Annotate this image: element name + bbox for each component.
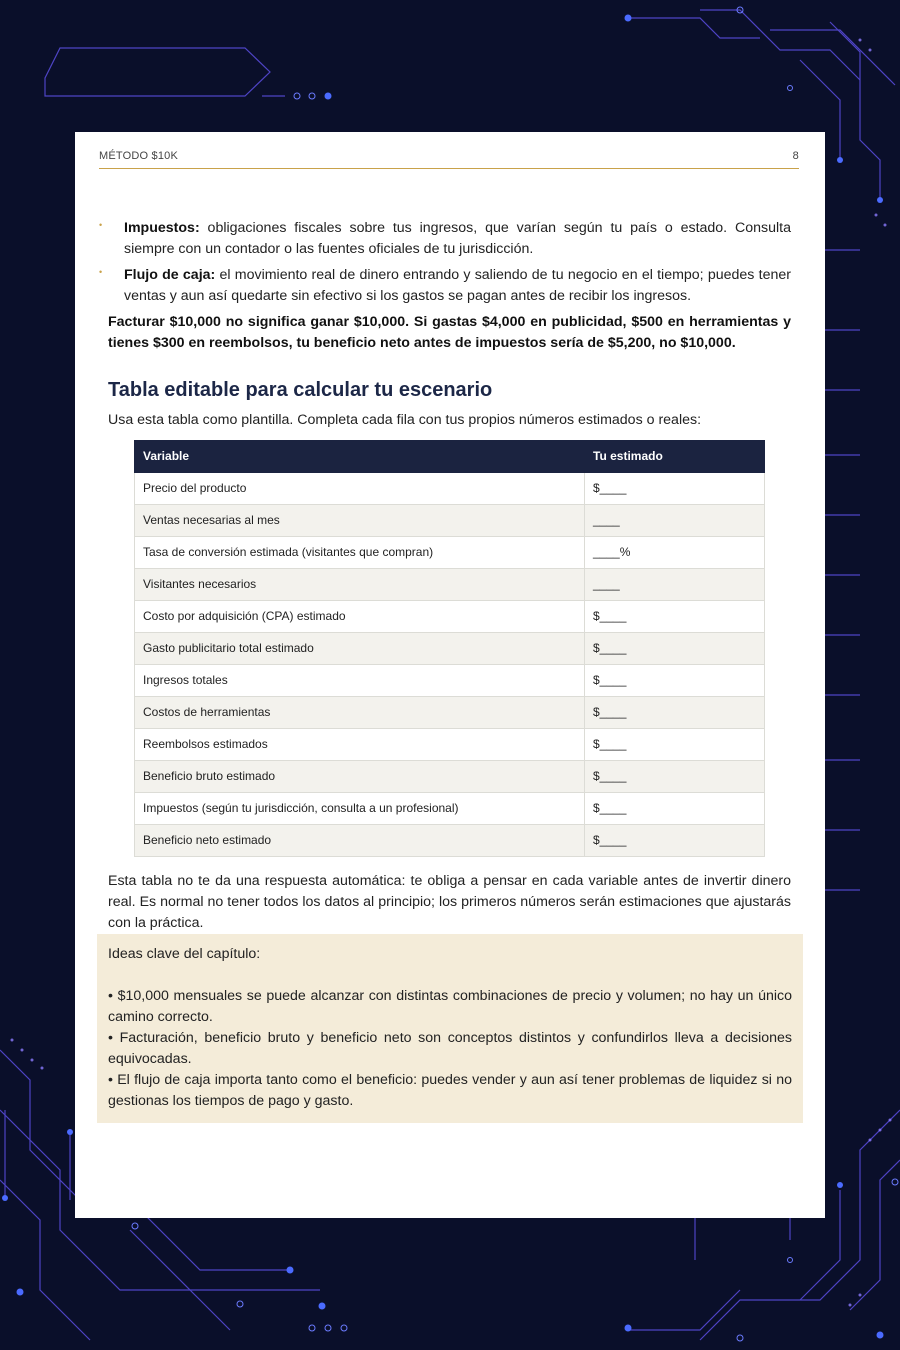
estimate-cell[interactable]: ____% — [585, 537, 765, 569]
table-row — [135, 505, 765, 537]
table-row — [135, 601, 765, 633]
bullet-text: obligaciones fiscales sobre tus ingresos, que varían según tu país o estado. Consulta siempre con un contador o las fuentes oficiales de tu jurisdicción. — [124, 220, 791, 257]
section-intro: Usa esta tabla como plantilla. Completa cada fila con tus propios números estimados o reales: — [108, 412, 702, 428]
bullet-impuestos — [108, 218, 791, 260]
variable-cell: Impuestos (según tu jurisdicción, consulta a un profesional) — [135, 793, 585, 825]
estimate-cell[interactable]: $____ — [585, 473, 765, 505]
page-content — [108, 218, 791, 934]
variable-cell: Costos de herramientas — [135, 697, 585, 729]
estimate-table — [134, 440, 765, 857]
estimate-cell[interactable]: $____ — [585, 761, 765, 793]
variable-cell: Costo por adquisición (CPA) estimado — [135, 601, 585, 633]
header-title: MÉTODO $10K — [99, 150, 179, 162]
table-row — [135, 761, 765, 793]
key-ideas-title: Ideas clave del capítulo: — [108, 946, 261, 962]
section-title: Tabla editable para calcular tu escenario — [108, 379, 493, 401]
key-idea-item: • El flujo de caja importa tanto como el beneficio: puedes vender y aun así tener problemas de liquidez si no gestionas los tiempos de pago y gasto. — [108, 1072, 792, 1109]
variable-cell: Beneficio neto estimado — [135, 825, 585, 857]
variable-cell: Ventas necesarias al mes — [135, 505, 585, 537]
estimate-cell[interactable]: $____ — [585, 793, 765, 825]
bullet-term: Flujo de caja: — [124, 267, 216, 283]
page-header — [99, 150, 799, 169]
variable-cell: Precio del producto — [135, 473, 585, 505]
table-header-row — [135, 441, 765, 473]
page-number: 8 — [792, 150, 799, 162]
definition-list — [108, 218, 791, 307]
variable-cell: Reembolsos estimados — [135, 729, 585, 761]
estimate-cell[interactable]: $____ — [585, 825, 765, 857]
variable-cell: Beneficio bruto estimado — [135, 761, 585, 793]
bullet-flujo-de-caja — [108, 265, 791, 307]
emphasis-paragraph: Facturar $10,000 no significa ganar $10,000. Si gastas $4,000 en publicidad, $500 en herramientas y tienes $300 en reembolsos, tu beneficio neto antes de impuestos sería de $5,200, no $10,000. — [108, 314, 791, 351]
column-header-variable: Variable — [135, 441, 585, 473]
bullet-text: el movimiento real de dinero entrando y saliendo de tu negocio en el tiempo; puedes tener ventas y aun así quedarte sin efectivo si los gastos se pagan antes de recibir los ingresos. — [124, 267, 791, 304]
table-row — [135, 729, 765, 761]
variable-cell: Visitantes necesarios — [135, 569, 585, 601]
key-ideas-box — [97, 934, 803, 1123]
estimate-cell[interactable]: ____ — [585, 505, 765, 537]
estimate-cell[interactable]: ____ — [585, 569, 765, 601]
table-row — [135, 537, 765, 569]
variable-cell: Gasto publicitario total estimado — [135, 633, 585, 665]
table-row — [135, 569, 765, 601]
estimate-cell[interactable]: $____ — [585, 601, 765, 633]
estimate-cell[interactable]: $____ — [585, 697, 765, 729]
bullet-term: Impuestos: — [124, 220, 200, 236]
after-table-paragraph: Esta tabla no te da una respuesta automática: te obliga a pensar en cada variable antes de invertir dinero real. Es normal no tener todos los datos al principio; los primeros números serán estimaciones que ajustarás con la práctica. — [108, 873, 791, 931]
table-row — [135, 473, 765, 505]
table-row — [135, 793, 765, 825]
estimate-cell[interactable]: $____ — [585, 633, 765, 665]
key-idea-item: • Facturación, beneficio bruto y beneficio neto son conceptos distintos y confundirlos lleva a decisiones equivocadas. — [108, 1030, 792, 1067]
table-row — [135, 633, 765, 665]
table-row — [135, 825, 765, 857]
variable-cell: Tasa de conversión estimada (visitantes que compran) — [135, 537, 585, 569]
variable-cell: Ingresos totales — [135, 665, 585, 697]
table-row — [135, 697, 765, 729]
estimate-cell[interactable]: $____ — [585, 729, 765, 761]
estimate-cell[interactable]: $____ — [585, 665, 765, 697]
column-header-estimate: Tu estimado — [585, 441, 765, 473]
key-idea-item: • $10,000 mensuales se puede alcanzar con distintas combinaciones de precio y volumen; no hay un único camino correcto. — [108, 988, 792, 1025]
table-row — [135, 665, 765, 697]
document-page — [75, 132, 825, 1218]
